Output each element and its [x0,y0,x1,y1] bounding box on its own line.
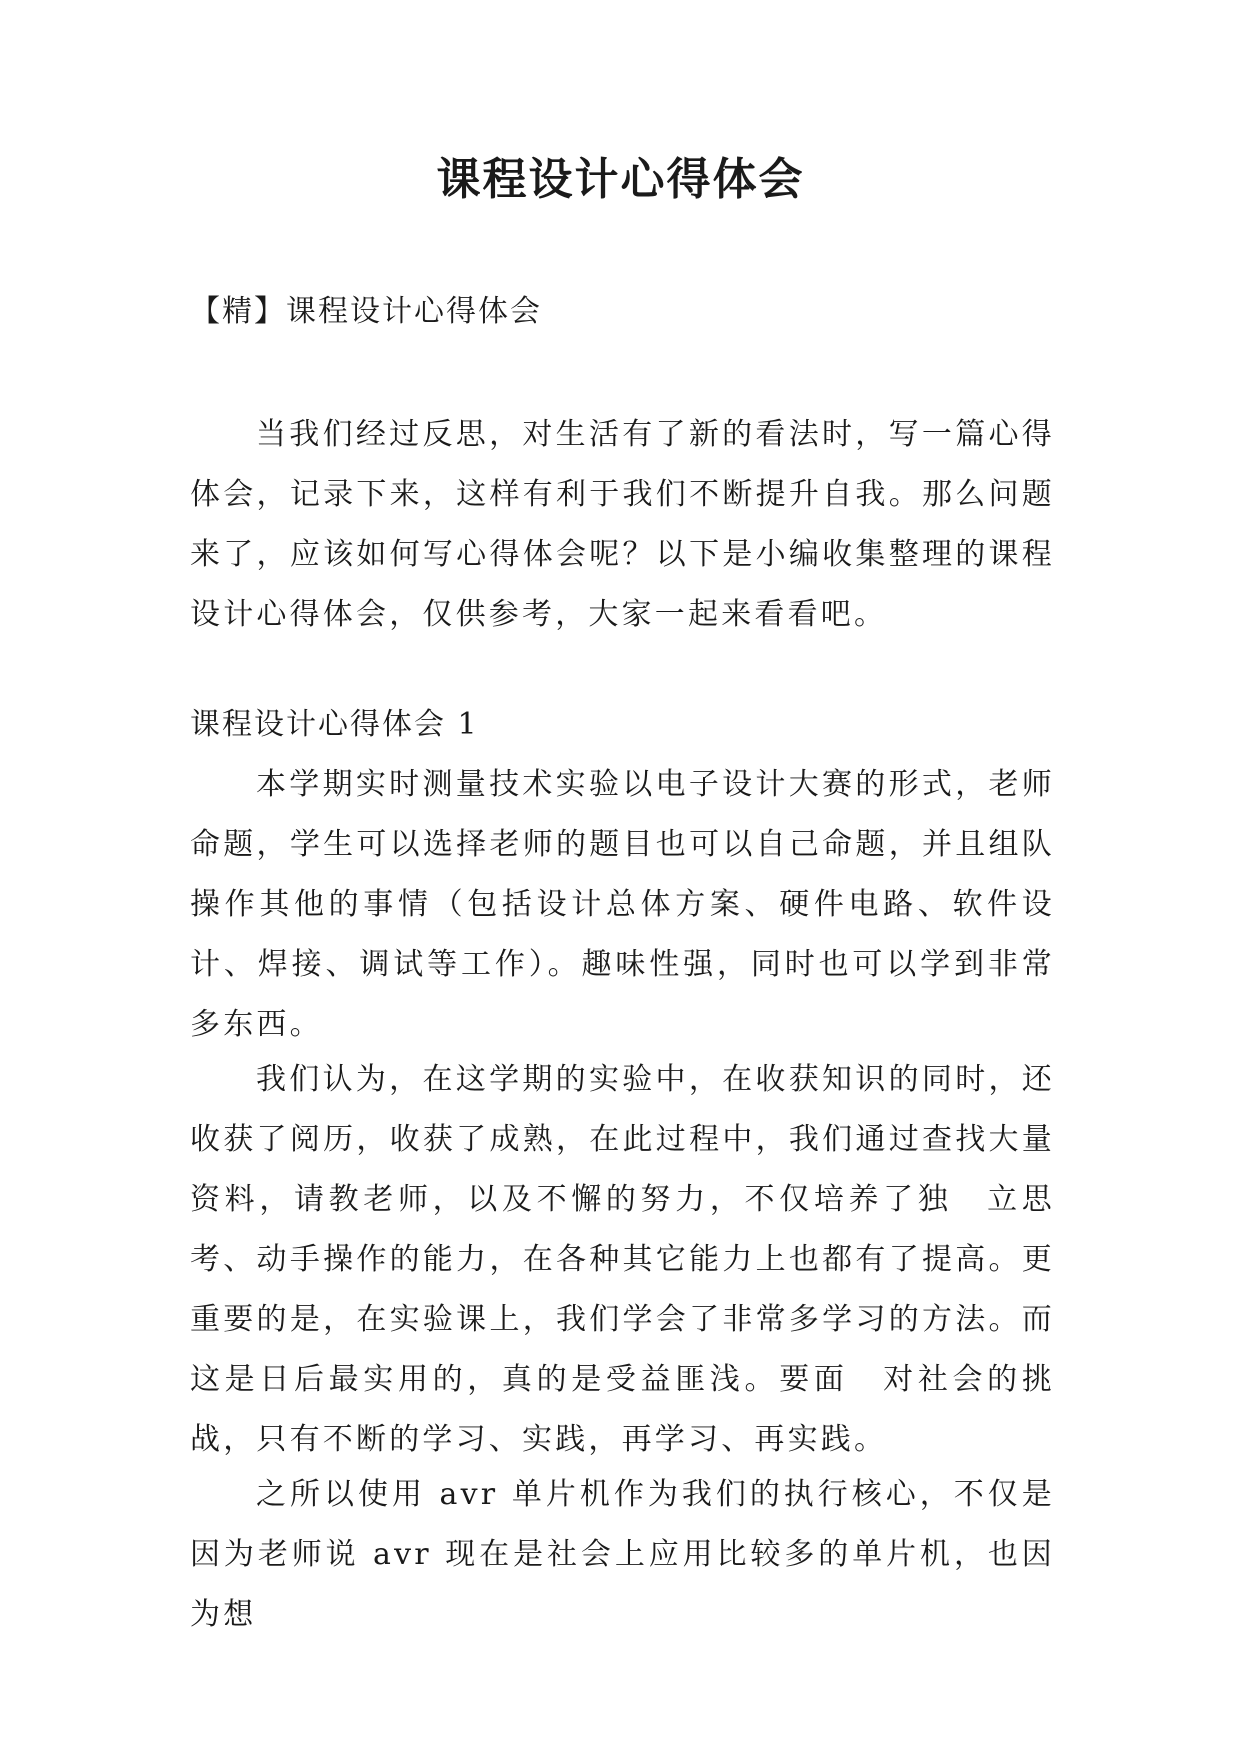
body-paragraph: 本学期实时测量技术实验以电子设计大赛的形式，老师命题，学生可以选择老师的题目也可以自己命题，并且组队操作其他的事情（包括设计总体方案、硬件电路、软件设计、焊接、调试等工作）。趣味性强，同时也可以学到非常多东西。 [190,767,1055,1042]
document-subtitle: 【精】课程设计心得体会 [190,294,542,329]
body-paragraph: 之所以使用 avr 单片机作为我们的执行核心，不仅是因为老师说 avr 现在是社会上应用比较多的单片机，也因为想 [190,1477,1055,1632]
body-paragraph: 我们认为，在这学期的实验中，在收获知识的同时，还收获了阅历，收获了成熟，在此过程中，我们通过查找大量资料，请教老师，以及不懈的努力，不仅培养了独 立思考、动手操作的能力，在各种其它能力上也都有了提高。更重要的是，在实验课上，我们学会了非常多学习的方法。而这是日后最实用的，真的是受益匪浅。要面 对社会的挑战，只有不断的学习、实践，再学习、再实践。 [190,1062,1055,1457]
section-heading: 课程设计心得体会 1 [190,707,479,742]
document-title: 课程设计心得体会 [436,154,805,205]
intro-paragraph: 当我们经过反思，对生活有了新的看法时，写一篇心得体会，记录下来，这样有利于我们不断提升自我。那么问题来了，应该如何写心得体会呢？以下是小编收集整理的课程设计心得体会，仅供参考，大家一起来看看吧。 [190,417,1055,632]
